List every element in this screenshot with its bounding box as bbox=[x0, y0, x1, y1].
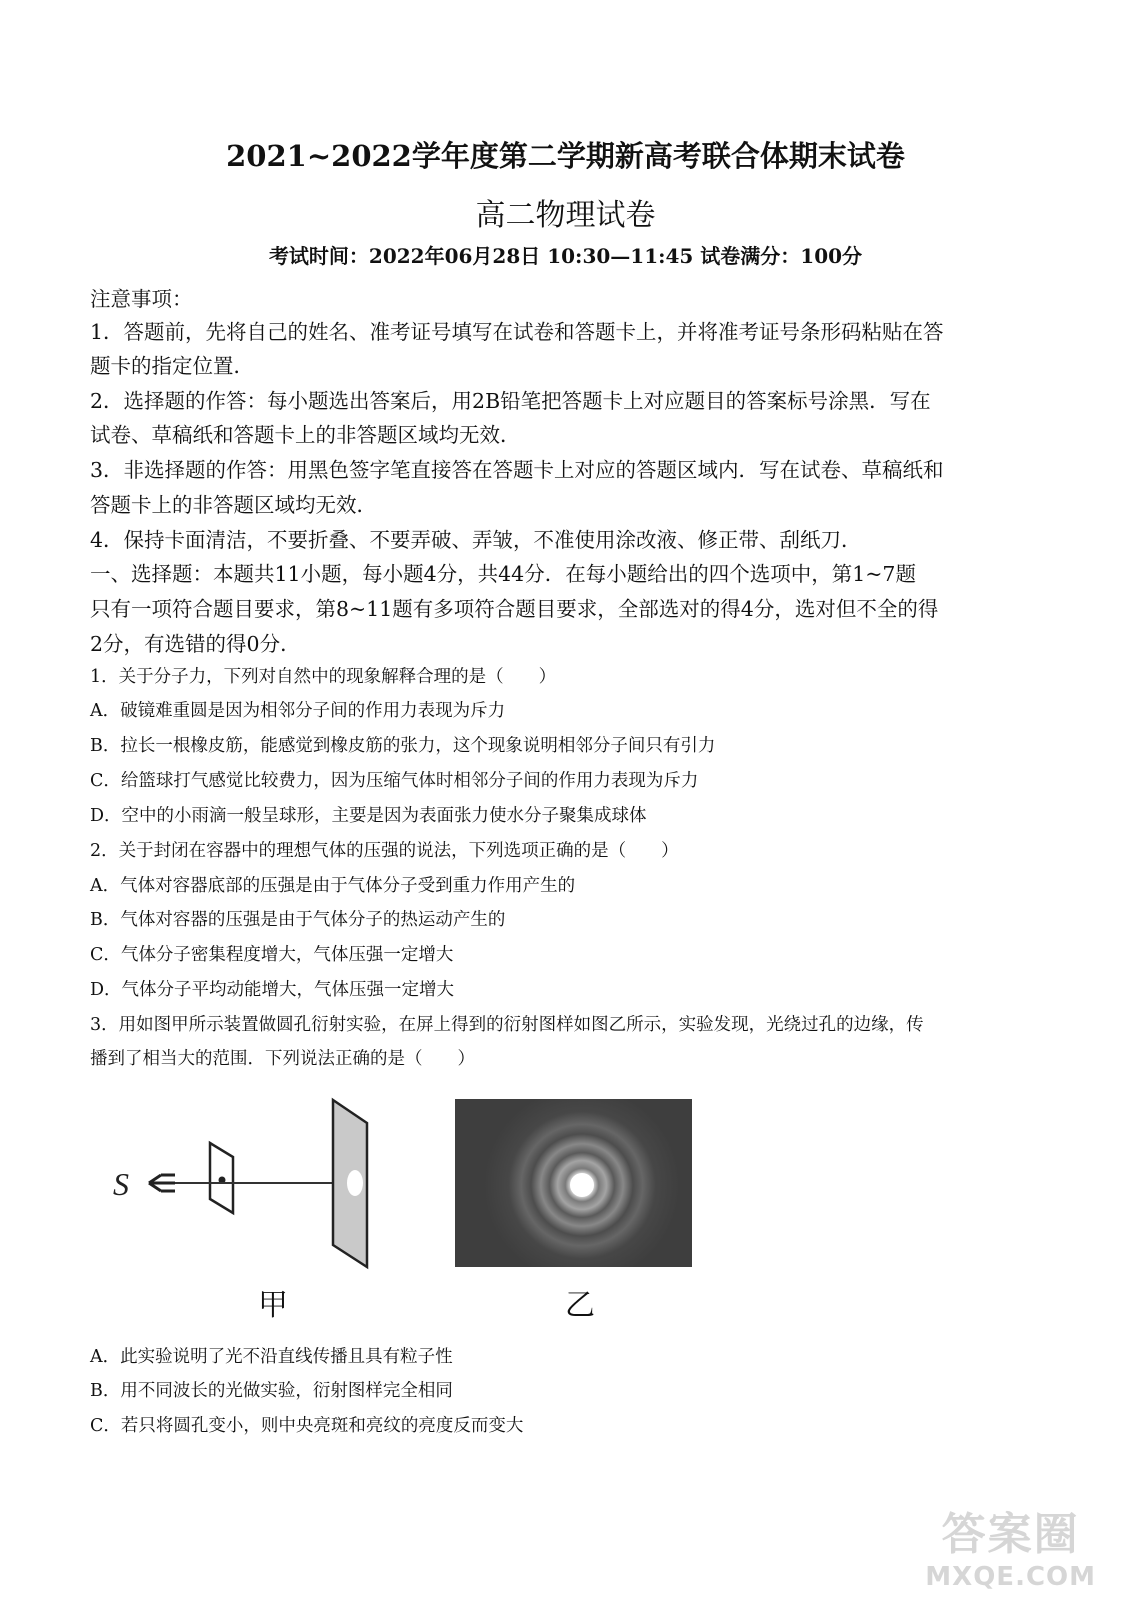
question-1-option-d: D．空中的小雨滴一般呈球形，主要是因为表面张力使水分子聚集成球体 bbox=[90, 806, 647, 826]
question-2-option-d: D．气体分子平均动能增大，气体压强一定增大 bbox=[90, 980, 455, 1000]
notice-line: 2．选择题的作答：每小题选出答案后，用2B铅笔把答题卡上对应题目的答案标号涂黑．写在 bbox=[90, 389, 931, 413]
light-source-label: S bbox=[113, 1166, 129, 1202]
notice-heading: 注意事项： bbox=[90, 287, 193, 311]
section-instructions-line: 一、选择题：本题共11小题，每小题4分，共44分．在每小题给出的四个选项中，第1~7题 bbox=[90, 562, 916, 586]
question-3-option-c: C．若只将圆孔变小，则中央亮斑和亮纹的亮度反而变大 bbox=[90, 1416, 524, 1436]
question-3-option-a: A．此实验说明了光不沿直线传播且具有粒子性 bbox=[90, 1347, 453, 1367]
exam-info: 考试时间：2022年06月28日 10:30—11:45 试卷满分：100分 bbox=[268, 244, 863, 268]
screen-bright-spot bbox=[347, 1170, 363, 1196]
notice-line: 题卡的指定位置． bbox=[90, 354, 254, 378]
question-3-option-b: B．用不同波长的光做实验，衍射图样完全相同 bbox=[90, 1381, 453, 1401]
question-2-stem: 2．关于封闭在容器中的理想气体的压强的说法，下列选项正确的是（ ） bbox=[90, 841, 679, 861]
question-1-option-b: B．拉长一根橡皮筋，能感觉到橡皮筋的张力，这个现象说明相邻分子间只有引力 bbox=[90, 736, 716, 756]
watermark-top: 答案圈 bbox=[941, 1509, 1080, 1560]
figure-caption-left: 甲 bbox=[258, 1288, 288, 1323]
question-3-stem: 播到了相当大的范围．下列说法正确的是（ ） bbox=[90, 1049, 475, 1069]
question-2-option-b: B．气体对容器的压强是由于气体分子的热运动产生的 bbox=[90, 910, 506, 930]
figure-caption-right: 乙 bbox=[565, 1288, 595, 1323]
question-1-stem: 1．关于分子力，下列对自然中的现象解释合理的是（ ） bbox=[90, 667, 557, 687]
question-1-option-a: A．破镜难重圆是因为相邻分子间的作用力表现为斥力 bbox=[90, 701, 506, 721]
notice-line: 1．答题前，先将自己的姓名、准考证号填写在试卷和答题卡上，并将准考证号条形码粘贴在答 bbox=[90, 320, 944, 344]
section-instructions-line: 只有一项符合题目要求，第8~11题有多项符合题目要求，全部选对的得4分，选对但不全的得 bbox=[90, 597, 939, 621]
notice-line: 答题卡上的非答题区域均无效． bbox=[90, 493, 377, 517]
question-3-stem: 3．用如图甲所示装置做圆孔衍射实验，在屏上得到的衍射图样如图乙所示，实验发现，光绕过孔的边缘，传 bbox=[90, 1015, 924, 1035]
light-source-icon bbox=[149, 1175, 175, 1191]
exam-title: 2021~2022学年度第二学期新高考联合体期末试卷 bbox=[226, 139, 905, 173]
notice-line: 试卷、草稿纸和答题卡上的非答题区域均无效． bbox=[90, 423, 521, 447]
central-bright-spot bbox=[570, 1173, 594, 1197]
question-2-option-c: C．气体分子密集程度增大，气体压强一定增大 bbox=[90, 945, 454, 965]
notice-line: 4．保持卡面清洁，不要折叠、不要弄破、弄皱，不准使用涂改液、修正带、刮纸刀． bbox=[90, 528, 862, 552]
question-1-option-c: C．给篮球打气感觉比较费力，因为压缩气体时相邻分子间的作用力表现为斥力 bbox=[90, 771, 699, 791]
section-instructions-line: 2分，有选错的得0分． bbox=[90, 632, 301, 656]
watermark-logo bbox=[925, 1498, 1096, 1592]
figure-apparatus bbox=[105, 1095, 395, 1275]
notice-line: 3．非选择题的作答：用黑色签字笔直接答在答题卡上对应的答题区域内．写在试卷、草稿纸和 bbox=[90, 458, 944, 482]
watermark-bottom: MXQE.COM bbox=[925, 1562, 1096, 1592]
question-2-option-a: A．气体对容器底部的压强是由于气体分子受到重力作用产生的 bbox=[90, 876, 576, 896]
figure-diffraction-pattern bbox=[455, 1099, 692, 1267]
exam-subtitle: 高二物理试卷 bbox=[475, 198, 656, 233]
